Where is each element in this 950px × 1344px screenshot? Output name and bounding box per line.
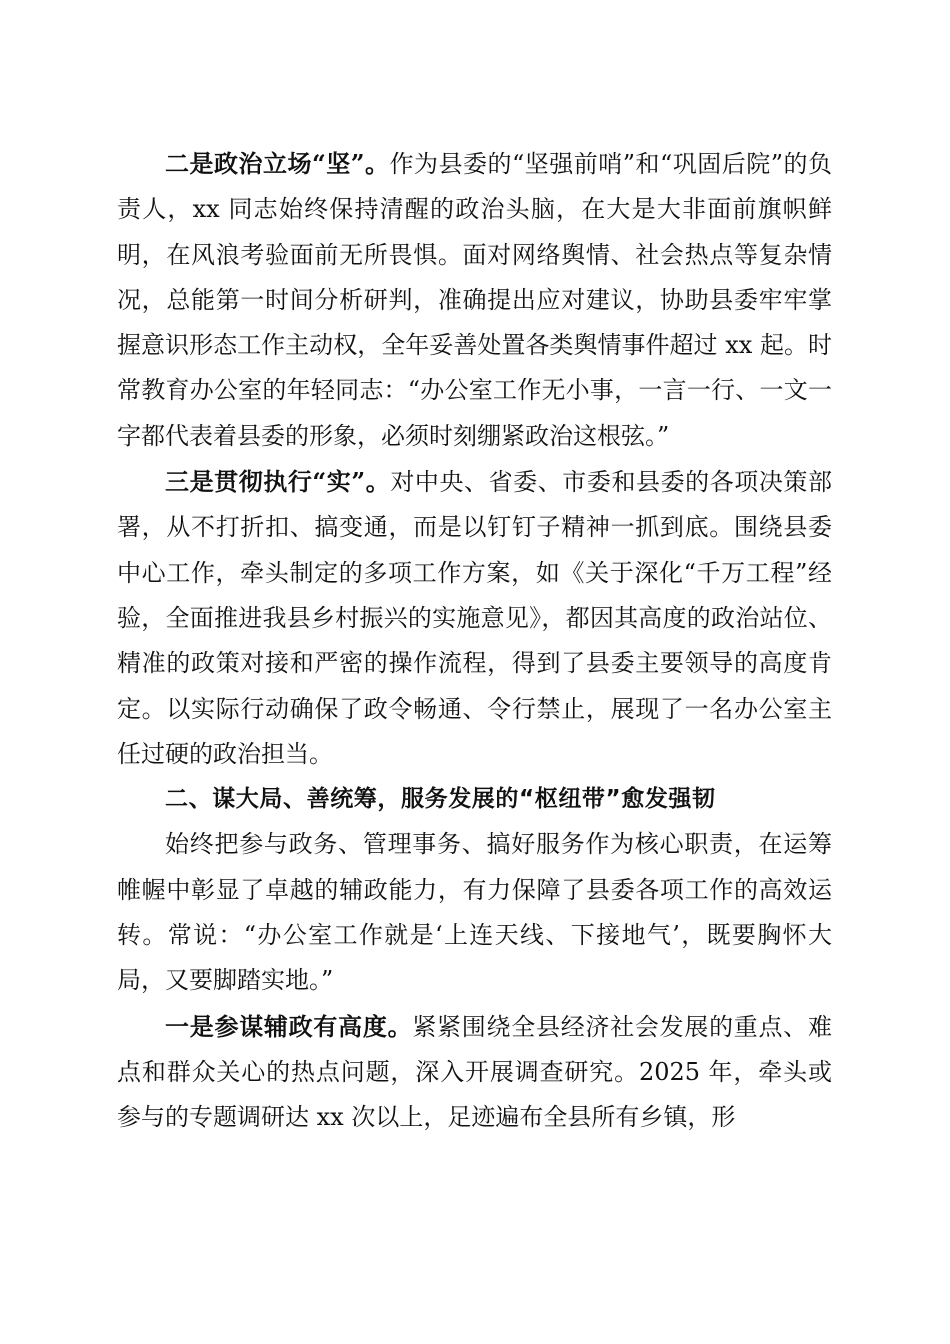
paragraph-text: 对中央、省委、市委和县委的各项决策部署，从不打折扣、搞变通，而是以钉钉子精神一抓到底。围绕县委中心工作，牵头制定的多项工作方案，如《关于深化“千万工程”经验，全面推进我县乡村振兴的实施意见》，都因其高度的政治站位、精准的政策对接和严密的操作流程，得到了县委主要领导的高度肯定。以实际行动确保了政令畅通、令行禁止，展现了一名办公室主任过硬的政治担当。 [117, 468, 833, 768]
paragraph-political-stance [117, 141, 832, 459]
section-heading: 二、谋大局、善统筹，服务发展的“枢纽带”愈发强韧 [165, 786, 716, 813]
paragraph-implementation [117, 459, 832, 777]
paragraph-text: 紧紧围绕全县经济社会发展的重点、难点和群众关心的热点问题，深入开展调查研究。2025 年，牵头或参与的专题调研达 xx 次以上，足迹遍布全县所有乡镇，形 [117, 1012, 833, 1132]
section-intro-paragraph: 始终把参与政务、管理事务、搞好服务作为核心职责，在运筹帷幄中彰显了卓越的辅政能力，有力保障了县委各项工作的高效运转。常说：“办公室工作就是‘上连天线、下接地气’，既要胸怀大局，又要脚踏实地。” [117, 830, 832, 995]
paragraph-lead: 三是贯彻执行“实”。 [165, 467, 391, 497]
paragraph-text: 作为县委的“坚强前哨”和“巩固后院”的负责人，xx 同志始终保持清醒的政治头脑，在大是大非面前旗帜鲜明，在风浪考验面前无所畏惧。面对网络舆情、社会热点等复杂情况，总能第一时间分析研判，准确提出应对建议，协助县委牢牢掌握意识形态工作主动权，全年妥善处置各类舆情事件超过 xx 起。时常教育办公室的年轻同志：“办公室工作无小事，一言一行、一文一字都代表着县委的形象，必须时刻绷紧政治这根弦。” [117, 150, 833, 450]
paragraph-advisory [117, 1004, 832, 1141]
document-body [117, 141, 832, 1141]
paragraph-lead: 一是参谋辅政有高度。 [165, 1011, 413, 1041]
paragraph-lead: 二是政治立场“坚”。 [165, 149, 390, 178]
